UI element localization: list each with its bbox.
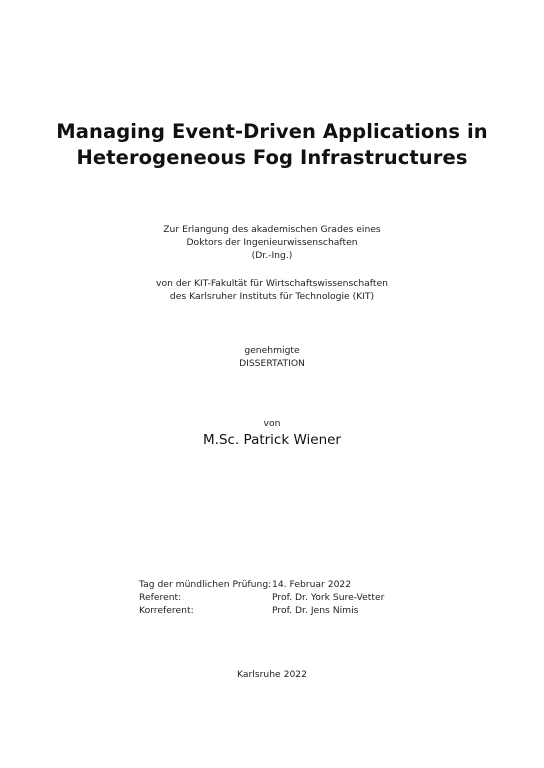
by-label: von	[263, 418, 281, 429]
degree-line-2: Doktors der Ingenieurwissenschaften	[186, 237, 358, 248]
exam-row-korreferent	[139, 604, 384, 617]
exam-value: 14. Februar 2022	[272, 579, 352, 590]
exam-row-referent	[139, 591, 384, 604]
exam-details	[139, 578, 384, 617]
degree-line-3: (Dr.-Ing.)	[251, 250, 293, 261]
faculty-statement	[0, 277, 544, 303]
approval-line-1: genehmigte	[244, 345, 300, 356]
degree-statement	[0, 223, 544, 262]
dissertation-title	[0, 119, 544, 171]
exam-label: Korreferent:	[139, 605, 194, 616]
exam-label: Tag der mündlichen Prüfung:	[139, 579, 272, 590]
degree-line-1: Zur Erlangung des akademischen Grades eines	[163, 224, 381, 235]
exam-value: Prof. Dr. York Sure-Vetter	[272, 592, 385, 603]
place-and-year: Karlsruhe 2022	[237, 669, 307, 680]
faculty-line-1: von der KIT-Fakultät für Wirtschaftswissenschaften	[156, 278, 388, 289]
exam-label: Referent:	[139, 592, 182, 603]
author-name: M.Sc. Patrick Wiener	[203, 432, 341, 448]
title-line-1: Managing Event-Driven Applications in	[56, 120, 488, 143]
exam-value: Prof. Dr. Jens Nimis	[272, 605, 359, 616]
exam-row-date	[139, 578, 384, 591]
approval-statement	[0, 344, 544, 370]
approval-line-2: DISSERTATION	[239, 358, 305, 369]
title-line-2: Heterogeneous Fog Infrastructures	[76, 146, 468, 169]
faculty-line-2: des Karlsruher Instituts für Technologie (KIT)	[169, 291, 375, 302]
